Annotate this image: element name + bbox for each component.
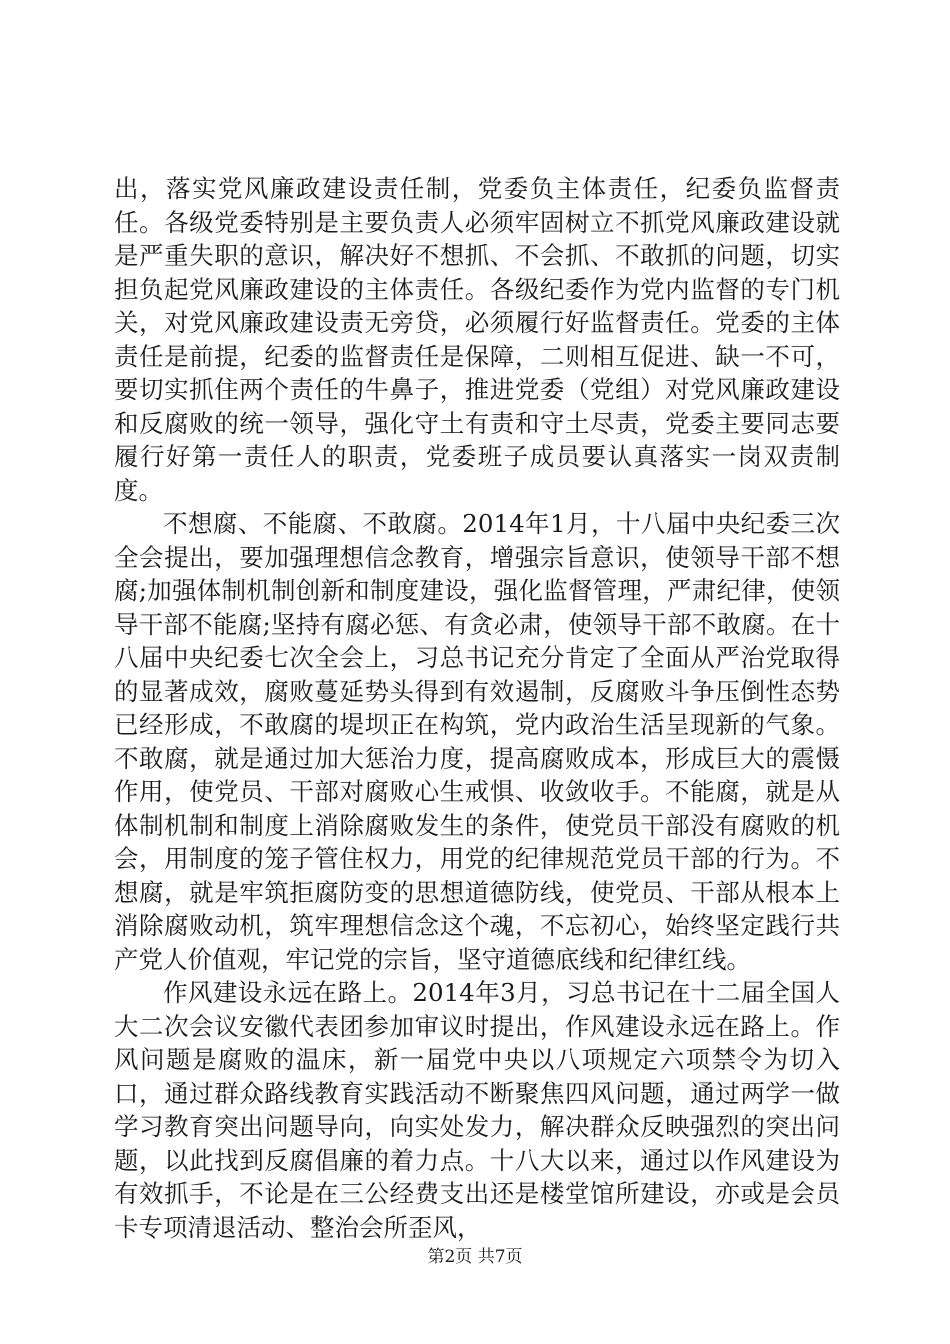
paragraph-continued: 出，落实党风廉政建设责任制，党委负主体责任，纪委负监督责任。各级党委特别是主要负责人必须牢固树立不抓党风廉政建设就是严重失职的意识，解决好不想抓、不会抓、不敢抓的问题，切实担负起党风廉政建设的主体责任。各级纪委作为党内监督的专门机关，对党风廉政建设责无旁贷，必须履行好监督责任。党委的主体责任是前提，纪委的监督责任是保障，二则相互促进、缺一不可，要切实抓住两个责任的牛鼻子，推进党委（党组）对党风廉政建设和反腐败的统一领导，强化守土有责和守土尽责，党委主要同志要履行好第一责任人的职责，党委班子成员要认真落实一岗双责制度。 bbox=[114, 174, 840, 505]
document-body bbox=[114, 172, 840, 1244]
paragraph-work-style: 作风建设永远在路上。2014年3月，习总书记在十二届全国人大二次会议安徽代表团参加审议时提出，作风建设永远在路上。作风问题是腐败的温床，新一届党中央以八项规定六项禁令为切入口，通过群众路线教育实践活动不断聚焦四风问题，通过两学一做学习教育突出问题导向，向实处发力，解决群众反映强烈的突出问题，以此找到反腐倡廉的着力点。十八大以来，通过以作风建设为有效抓手，不论是在三公经费支出还是楼堂馆所建设，亦或是会员卡专项清退活动、整治会所歪风， bbox=[114, 978, 840, 1242]
paragraph-not-want-corrupt: 不想腐、不能腐、不敢腐。2014年1月，十八届中央纪委三次全会提出，要加强理想信念教育，增强宗旨意识，使领导干部不想腐;加强体制机制创新和制度建设，强化监督管理，严肃纪律，使领导干部不能腐;坚持有腐必惩、有贪必肃，使领导干部不敢腐。在十八届中央纪委七次全会上，习总书记充分肯定了全面从严治党取得的显著成效，腐败蔓延势头得到有效遏制，反腐败斗争压倒性态势已经形成，不敢腐的堤坝正在构筑，党内政治生活呈现新的气象。不敢腐，就是通过加大惩治力度，提高腐败成本，形成巨大的震慑作用，使党员、干部对腐败心生戒惧、收敛收手。不能腐，就是从体制机制和制度上消除腐败发生的条件，使党员干部没有腐败的机会，用制度的笼子管住权力，用党的纪律规范党员干部的行为。不想腐，就是牢筑拒腐防变的思想道德防线，使党员、干部从根本上消除腐败动机，筑牢理想信念这个魂，不忘初心，始终坚定践行共产党人价值观，牢记党的宗旨，坚守道德底线和纪律红线。 bbox=[114, 509, 840, 974]
page-footer: 第2页 共7页 bbox=[427, 1247, 523, 1267]
